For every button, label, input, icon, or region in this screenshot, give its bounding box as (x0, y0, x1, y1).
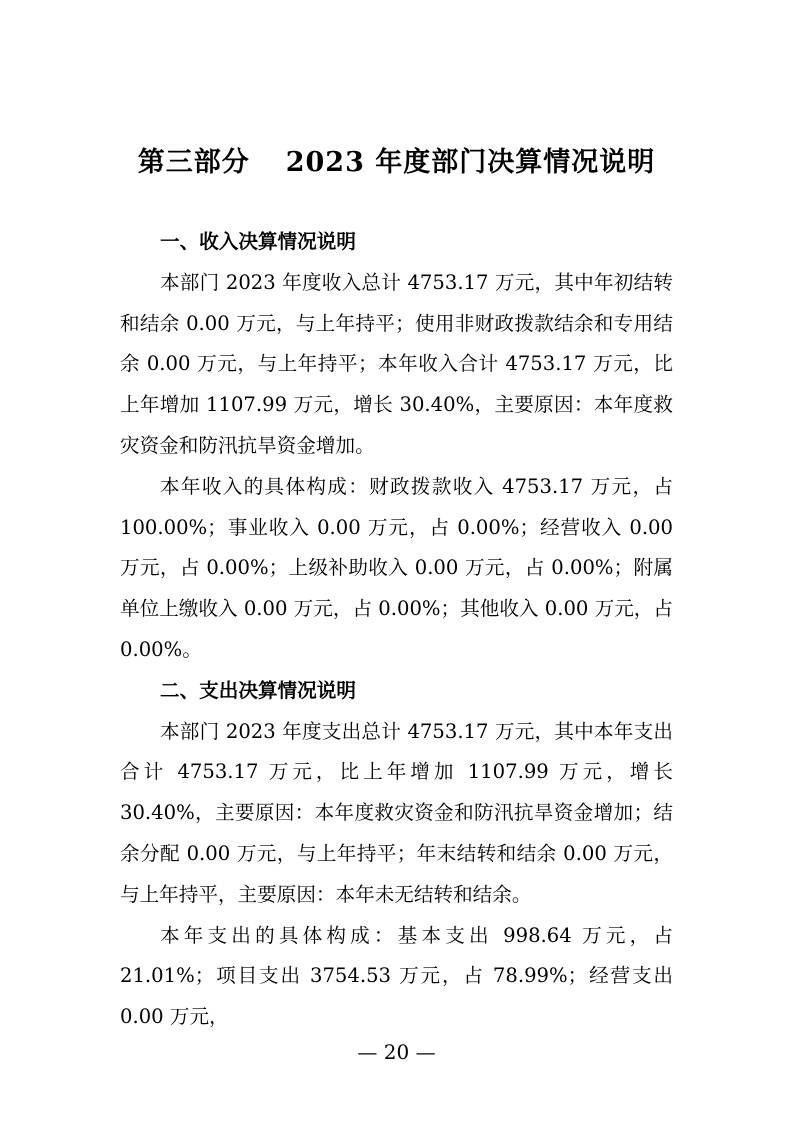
section-heading: 二、支出决算情况说明 (160, 678, 356, 702)
section-income (120, 222, 673, 671)
page-title (0, 140, 793, 179)
paragraph: 本年收入的具体构成：财政拨款收入 4753.17 万元，占 100.00%；事业收入 0.00 万元，占 0.00%；经营收入 0.00 万元，占 0.00%；上级补助收入 0.00 万元，占 0.00%；附属单位上缴收入 0.00 万元，占 0.00%；其他收入 0.00 万元，占 0.00%。 (120, 474, 673, 661)
page-number: — 20 — (357, 1040, 436, 1064)
section-heading: 一、收入决算情况说明 (160, 230, 356, 253)
title-text: 2023 年度部门决算情况说明 (285, 147, 656, 178)
paragraph: 本部门 2023 年度收入总计 4753.17 万元，其中年初结转和结余 0.00 万元，与上年持平；使用非财政拨款结余和专用结余 0.00 万元，与上年持平；本年收入合计 4753.17 万元，比上年增加 1107.99 万元，增长 30.40%，主要原因：本年度救灾资金和防汛抗旱资金增加。 (120, 270, 673, 457)
paragraph: 本年支出的具体构成：基本支出 998.64 万元，占 21.01%；项目支出 3754.53 万元，占 78.99%；经营支出 0.00 万元， (120, 923, 673, 1029)
section-expenditure (120, 671, 673, 1038)
title-part: 第三部分 (137, 147, 250, 178)
document-body (120, 222, 673, 1038)
paragraph: 本部门 2023 年度支出总计 4753.17 万元，其中本年支出合计 4753.17 万元，比上年增加 1107.99 万元，增长 30.40%，主要原因：本年度救灾资金和防汛抗旱资金增加；结余分配 0.00 万元，与上年持平；年末结转和结余 0.00 万元，与上年持平，主要原因：本年未无结转和结余。 (120, 719, 673, 906)
